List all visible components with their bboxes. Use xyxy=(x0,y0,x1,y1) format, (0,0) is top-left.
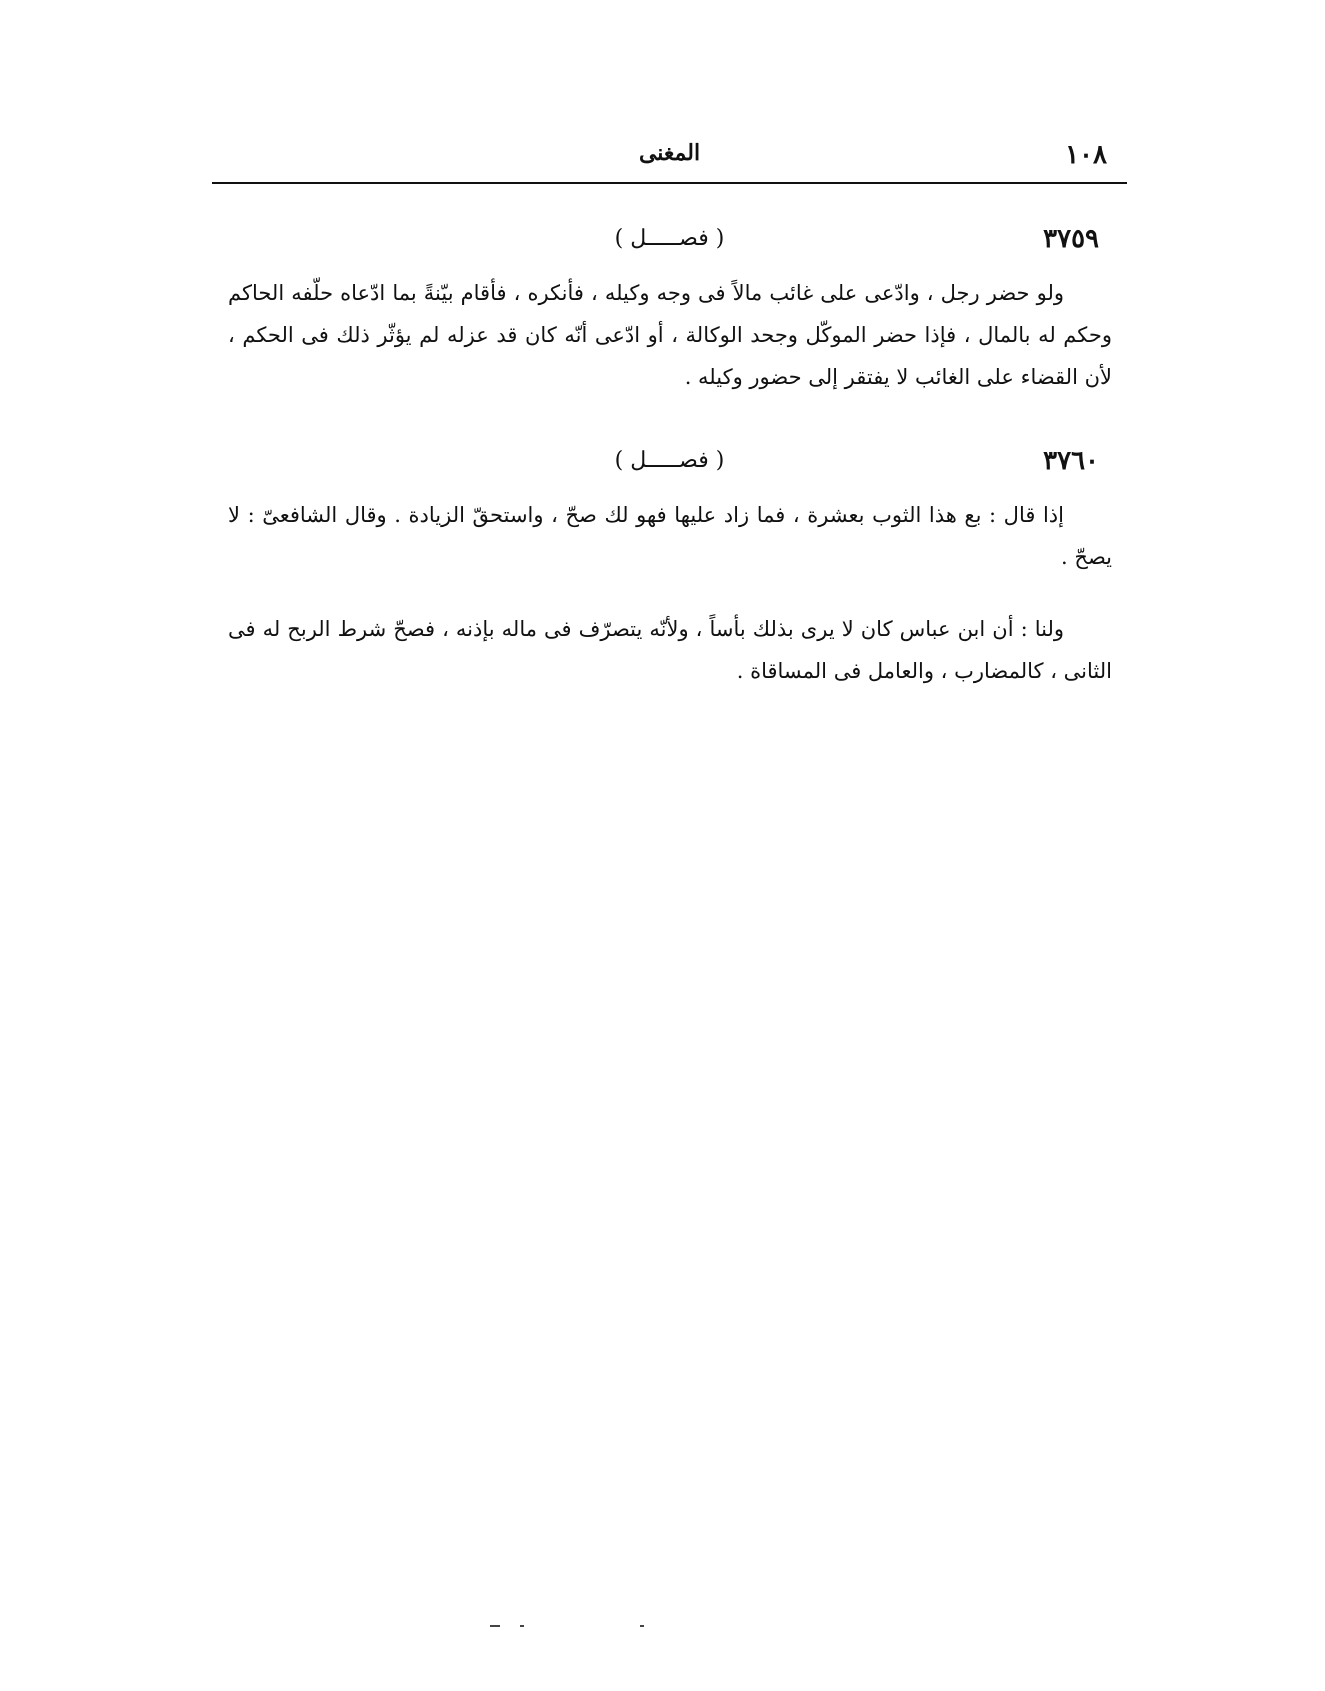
page-header xyxy=(212,140,1127,180)
section-paragraph: ولنا : أن ابن عباس كان لا يرى بذلك بأساً ، ولأنّه يتصرّف فى ماله بإذنه ، فصحّ شرط الربح له فى الثانى ، كالمضارب ، والعامل فى المساقاة . xyxy=(228,617,1112,683)
scan-marks xyxy=(490,1625,660,1629)
section-paragraph: ولو حضر رجل ، وادّعى على غائب مالاً فى وجه وكيله ، فأنكره ، فأقام بيّنةً بما ادّعاه حلّفه الحاكم وحكم له بالمال ، فإذا حضر الموكّل وجحد الوكالة ، أو ادّعى أنّه كان قد عزله لم يؤثّر ذلك فى الحكم ، لأن القضاء على الغائب لا يفتقر إلى حضور وكيله . xyxy=(228,281,1112,389)
section-number: ٣٧٦٠ xyxy=(1043,446,1099,476)
section-title: ( فصـــــل ) xyxy=(614,448,725,473)
header-rule xyxy=(212,182,1127,184)
section-heading xyxy=(212,446,1127,486)
running-title: المغنى xyxy=(638,140,701,166)
section-heading xyxy=(212,224,1127,264)
section-paragraph: إذا قال : بع هذا الثوب بعشرة ، فما زاد عليها فهو لك صحّ ، واستحقّ الزيادة . وقال الشافعىّ : لا يصحّ . xyxy=(228,503,1112,569)
page-number: ١٠٨ xyxy=(1065,140,1107,170)
section-number: ٣٧٥٩ xyxy=(1043,224,1099,254)
section-title: ( فصـــــل ) xyxy=(614,226,725,251)
